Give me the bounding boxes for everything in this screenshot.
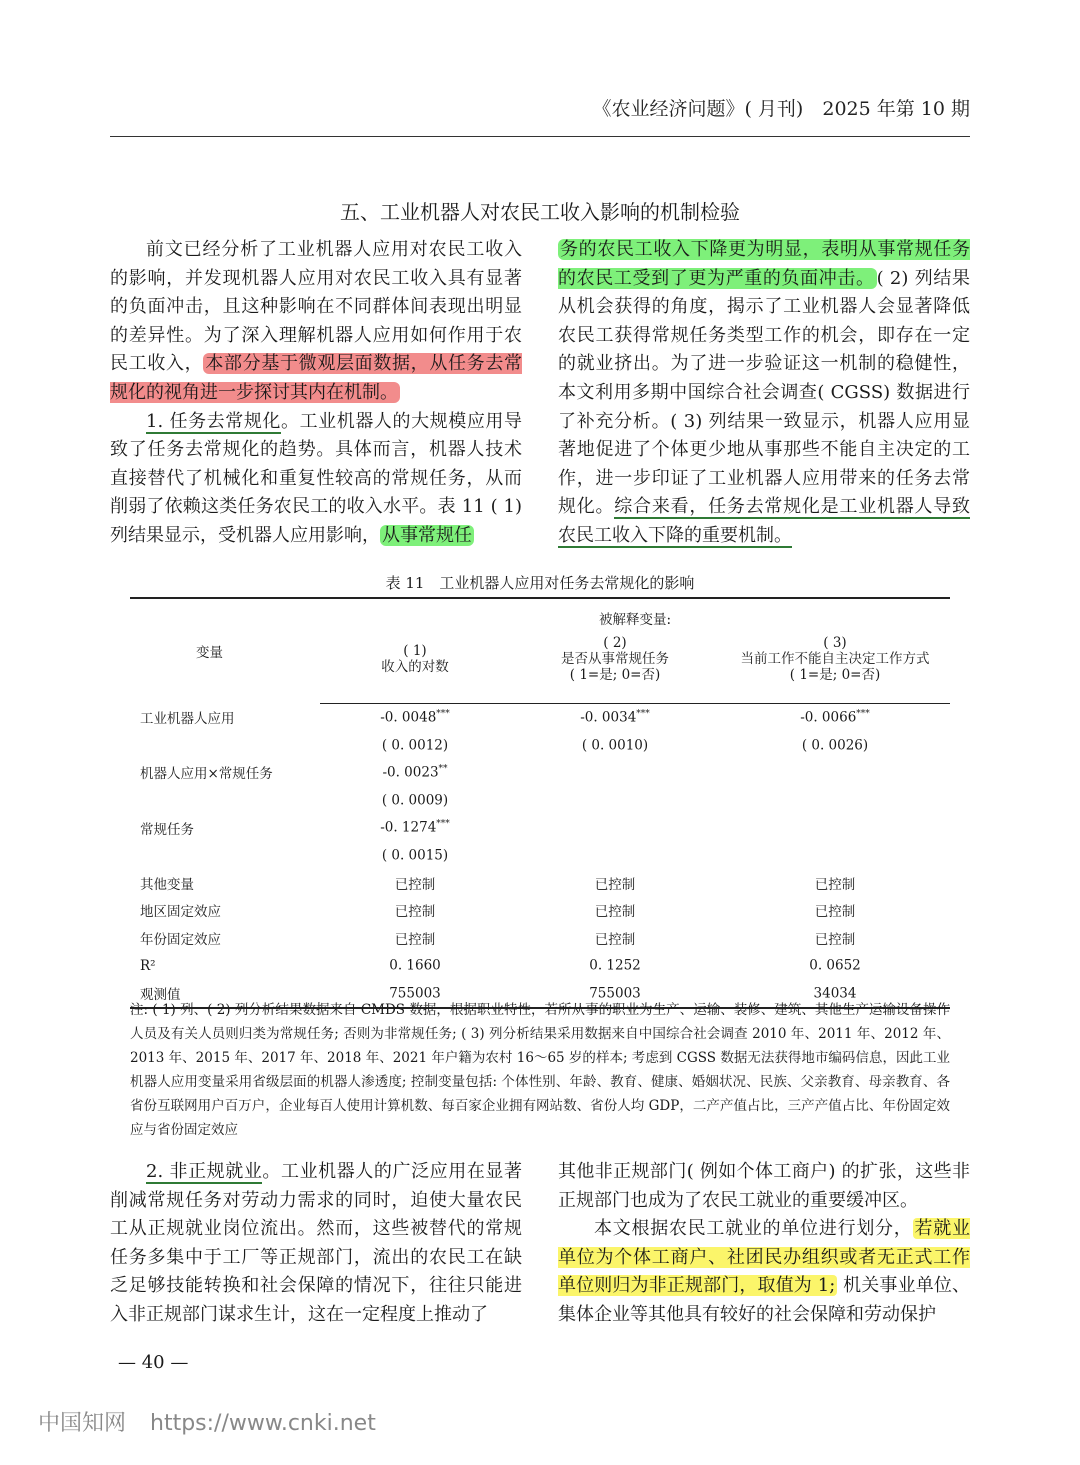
table-cell	[720, 869, 950, 897]
table-cell	[320, 786, 510, 814]
row-label: 观测值	[130, 979, 320, 1008]
table-cell	[510, 786, 720, 814]
informal-text: 。工业机器人的广泛应用在显著削减常规任务对劳动力需求的同时，迫使大量农民工从正规就业岗位流出。然而，这些被替代的常规任务多集中于工厂等正规部门，流出的农民工在缺乏足够技能转换和社会保障的情况下，往往只能进入非正规部门谋求生计，这在一定程度上推动了	[110, 1161, 522, 1325]
cell-value: ( 0. 0012)	[381, 737, 449, 754]
cell-value: 已控制	[814, 932, 856, 949]
col-2-name: 是否从事常规任务	[561, 651, 669, 667]
cell-value: -0. 0048	[380, 709, 437, 726]
row-label	[130, 841, 320, 869]
table-row	[130, 786, 950, 814]
table-body	[130, 704, 950, 1009]
highlight-green-start: 从事常规任	[382, 524, 472, 546]
left-column-lower	[110, 1158, 522, 1330]
cell-value: -0. 1274	[380, 819, 437, 836]
table-cell	[510, 897, 720, 925]
subheading-task-routinization: 1. 任务去常规化	[146, 410, 281, 432]
table-cell	[320, 841, 510, 869]
cell-value: 0. 1252	[589, 957, 641, 974]
table-cell	[320, 924, 510, 952]
table-row	[130, 731, 950, 759]
row-label: 地区固定效应	[140, 904, 221, 921]
cell-value: 0. 1660	[389, 957, 441, 974]
table-cell	[320, 814, 510, 842]
cell-value: ( 0. 0010)	[581, 737, 649, 754]
table-cell	[720, 924, 950, 952]
row-label: 年份固定效应	[140, 932, 221, 949]
task-text: 。工业机器人的大规模应用导致了任务去常规化的趋势。具体而言，机器人技术直接替代了机械化和重复性较高的常规任务，从而削弱了依赖这类任务农民工的收入水平。表 11 ( 1) 列结果显示，受机器人应用影响，	[110, 410, 522, 546]
cell-value: 755003	[389, 985, 441, 1002]
table-row	[130, 704, 950, 732]
cell-value: -0. 0023	[382, 764, 439, 781]
cell-value: -0. 0034	[580, 709, 637, 726]
cell-value: 已控制	[594, 932, 636, 949]
table-cell	[720, 759, 950, 787]
significance-stars: ***	[636, 709, 650, 720]
col-header-2	[510, 631, 720, 704]
classification-text-end: 机关事业单位、集体企业等其他具有较好的社会保障和劳动保护	[558, 1275, 970, 1325]
watermark-url: https://www.cnki.net	[150, 1411, 376, 1436]
highlight-yellow: 若就业单位为个体工商户、社团民办组织或者无正式工作单位则归为非正规部门，取值为 1;	[558, 1218, 971, 1297]
col-3-note: ( 1=是; 0=否)	[789, 667, 881, 683]
cell-value: 已控制	[394, 876, 436, 893]
significance-stars: **	[438, 764, 448, 775]
cell-value: 已控制	[394, 904, 436, 921]
cell-value: 已控制	[394, 932, 436, 949]
table-cell	[320, 897, 510, 925]
significance-stars: ***	[856, 709, 870, 720]
paragraph-informal-employment	[110, 1158, 522, 1330]
table-cell	[320, 704, 510, 732]
col-2-number: ( 2)	[603, 635, 627, 651]
row-label: 常规任务	[140, 821, 194, 838]
paragraph-buffer: 其他非正规部门( 例如个体工商户) 的扩张，这些非正规部门也成为了农民工就业的重要缓冲区。	[558, 1161, 970, 1211]
table-cell	[720, 786, 950, 814]
col-3-number: ( 3)	[823, 635, 847, 651]
table-cell	[510, 814, 720, 842]
classification-text: 本文根据农民工就业的单位进行划分，	[594, 1218, 913, 1240]
cnki-watermark	[38, 1406, 376, 1437]
paragraph-continued	[558, 236, 970, 551]
paragraph-classification	[558, 1215, 970, 1329]
cell-value: 755003	[589, 985, 641, 1002]
table-row	[130, 869, 950, 897]
highlight-green-end: 务的农民工收入下降更为明显，表明从事常规任务的农民工受到了更为严重的负面冲击。	[558, 239, 970, 289]
significance-stars: ***	[436, 819, 450, 830]
col-1-number: ( 1)	[403, 643, 427, 659]
row-label: 机器人应用×常规任务	[140, 766, 273, 783]
table-cell	[720, 731, 950, 759]
cell-value: ( 0. 0026)	[801, 737, 869, 754]
table-cell	[510, 841, 720, 869]
col-header-1	[320, 631, 510, 704]
cell-value: 34034	[813, 985, 857, 1002]
cell-value: 已控制	[814, 876, 856, 893]
underlined-conclusion: 综合来看，任务去常规化是工业机器人导致农民工收入下降的重要机制。	[558, 496, 971, 546]
section-title: 五、工业机器人对农民工收入影响的机制检验	[340, 200, 740, 224]
row-label	[130, 786, 320, 814]
col-3-name: 当前工作不能自主决定工作方式	[740, 651, 930, 667]
table-cell	[510, 924, 720, 952]
intro-text: 前文已经分析了工业机器人应用对农民工收入的影响，并发现机器人应用对农民工收入具有显著的负面冲击，且这种影响在不同群体间表现出明显的差异性。为了深入理解机器人应用如何作用于农民工收入，	[110, 239, 522, 375]
regression-table	[130, 597, 950, 1009]
col-1-name: 收入的对数	[381, 659, 449, 675]
cell-value: ( 0. 0015)	[381, 847, 449, 864]
significance-stars: ***	[436, 709, 450, 720]
results-text: ( 2) 列结果从机会获得的角度，揭示了工业机器人会显著降低农民工获得常规任务类型工作的机会，即存在一定的就业挤出。为了进一步验证这一机制的稳健性，本文利用多期中国综合社会调查( CGSS) 数据进行了补充分析。( 3) 列结果一致显示，机器人应用显著地促进了个体更少地从事那些不能自主决定的工作，进一步印证了工业机器人应用带来的任务去常规化。	[558, 267, 970, 518]
table-row	[130, 841, 950, 869]
watermark-brand: 中国知网	[38, 1411, 127, 1436]
table-cell	[720, 952, 950, 980]
table-cell	[320, 759, 510, 787]
table-cell	[720, 704, 950, 732]
table-cell	[720, 841, 950, 869]
table-cell	[510, 704, 720, 732]
cell-value: 已控制	[594, 876, 636, 893]
table-cell	[320, 952, 510, 980]
row-label	[130, 731, 320, 759]
cell-value: 0. 0652	[809, 957, 861, 974]
table-cell	[510, 952, 720, 980]
table-row	[130, 759, 950, 787]
row-label: 工业机器人应用	[140, 711, 235, 728]
table-cell	[510, 869, 720, 897]
table-cell	[720, 897, 950, 925]
table-cell	[320, 869, 510, 897]
table-cell	[720, 814, 950, 842]
table-caption: 表 11 工业机器人应用对任务去常规化的影响	[385, 574, 695, 592]
left-column-upper	[110, 236, 522, 551]
journal-header: 《农业经济问题》( 月刊) 2025 年第 10 期	[592, 98, 970, 120]
row-label: R²	[140, 957, 156, 974]
page-number: — 40 —	[118, 1352, 189, 1373]
right-column-upper	[558, 236, 970, 551]
col-2-note: ( 1=是; 0=否)	[569, 667, 661, 683]
table-row	[130, 897, 950, 925]
group-header: 被解释变量:	[598, 612, 672, 628]
cell-value: 已控制	[814, 904, 856, 921]
table-row	[130, 924, 950, 952]
cell-value: -0. 0066	[800, 709, 857, 726]
table-row	[130, 952, 950, 980]
row-label: 其他变量	[140, 876, 194, 893]
highlight-red: 本部分基于微观层面数据，从任务去常规化的视角进一步探讨其内在机制。	[110, 353, 523, 403]
paragraph-task-routinization	[110, 408, 522, 551]
subheading-informal-employment: 2. 非正规就业	[146, 1161, 263, 1182]
table-cell	[320, 731, 510, 759]
var-header: 变量	[196, 645, 223, 662]
table-cell	[510, 759, 720, 787]
cell-value: 已控制	[594, 904, 636, 921]
table-notes: 注: ( 1) 列、( 2) 列分析结果数据来自 CMDS 数据，根据职业特性，若所从事的职业为生产、运输、装修、建筑、其他生产运输设备操作人员及有关人员则归类为常规任务; 否则为非常规任务; ( 3) 列分析结果采用数据来自中国综合社会调查 2010 年、2011 年、2012 年、2013 年、2015 年、2017 年、2018 年、2021 年户籍为农村 16～65 岁的样本; 考虑到 CGSS 数据无法获得地市编码信息，因此工业机器人应用变量采用省级层面的机器人渗透度; 控制变量包括: 个体性别、年龄、教育、健康、婚姻状况、民族、父亲教育、母亲教育、各省份互联网用户百万户，企业每百人使用计算机数、每百家企业拥有网站数、省份人均 GDP，二产产值占比，三产产值占比、年份固定效应与省份固定效应	[130, 1002, 950, 1138]
table-row	[130, 814, 950, 842]
cell-value: ( 0. 0009)	[381, 792, 449, 809]
col-header-3	[720, 631, 950, 704]
table-cell	[510, 731, 720, 759]
right-column-lower	[558, 1158, 970, 1330]
paragraph-intro	[110, 236, 522, 408]
header-rule	[110, 136, 970, 137]
